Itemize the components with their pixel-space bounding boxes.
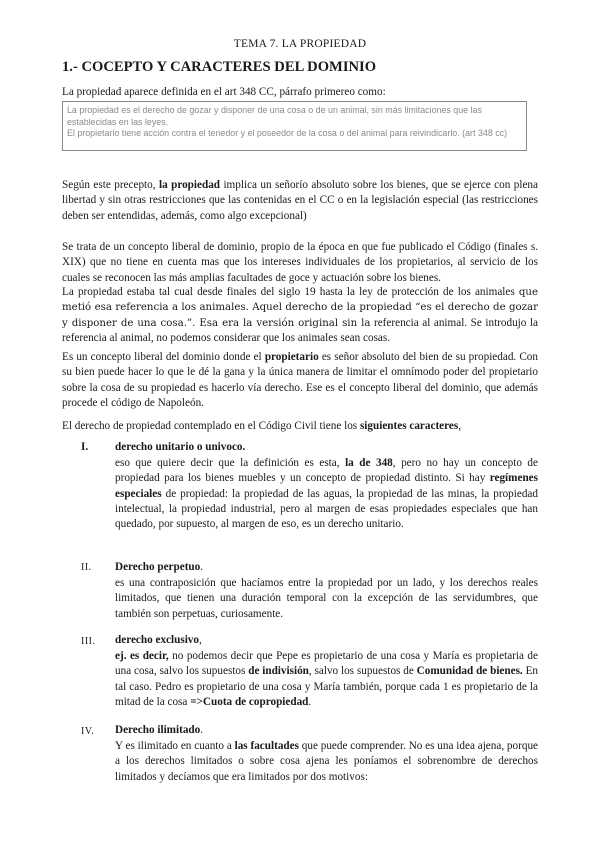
item-3-title: derecho exclusivo, [115, 634, 202, 646]
item-1-body: eso que quiere decir que la definición es esta, la de 348, pero no hay un concepto de propiedad para los bienes muebles y un concepto de propiedad distinto. Si hay regímenes especiales de propiedad: la propiedad de las aguas, la propiedad de las minas, la propiedad intelectual, la propiedad industrial, pero al margen de esas propiedades especiales que han quedado, por supuesto, al margen de eso, es un derecho unitario. [115, 457, 538, 531]
item-3-number: III. [81, 636, 96, 647]
item-4-number: IV. [81, 726, 95, 737]
item-2-title: Derecho perpetuo. [115, 561, 204, 573]
item-4-body: Y es ilimitado en cuanto a las facultades que puede comprender. No es una idea ajena, porque a los derechos limitados o sobre cosa ajena les poníamos el sobrenombre de derechos limitados y decíamos que era limitados por dos motivos: [115, 740, 538, 783]
quote-line-2: El propietario tiene acción contra el tenedor y el poseedor de la cosa o del animal para reivindicarlo. (art 348 cc) [67, 128, 508, 139]
item-2-body: es una contraposición que hacíamos entre la propiedad por un lado, y los derechos reales limitados, que tienen una duración temporal con la excepción de las servidumbres, que también son perpetuas, curiosamente. [115, 577, 538, 620]
paragraph-1: Según este precepto, la propiedad implica un señorío absoluto sobre los bienes, que se ejerce con plena libertad y sin otras restricciones que las contenidas en el CC o en la legislación especial (las restricciones deben ser entendidas, además, como algo excepcional) [62, 179, 538, 222]
item-1-number: I. [81, 441, 89, 453]
quote-line-1: La propiedad es el derecho de gozar y disponer de una cosa o de un animal, sin más limitaciones que las establecidas en las leyes. [67, 105, 482, 127]
paragraph-5: El derecho de propiedad contemplado en el Código Civil tiene los siguientes caracteres, [62, 420, 462, 432]
intro-text: La propiedad aparece definida en el art 348 CC, párrafo primereo como: [62, 86, 386, 98]
item-2-number: II. [81, 562, 92, 573]
article-quote-box [62, 101, 527, 151]
section-heading: 1.- COCEPTO Y CARACTERES DEL DOMINIO [62, 59, 377, 75]
paragraph-2: Se trata de un concepto liberal de dominio, propio de la época en que fue publicado el Código (finales s. XIX) que no tiene en cuenta mas que los intereses individuales de los propietarios, al servicio de los cuales se reconocen las más amplias facultades de goce y actuación sobre los bienes. [62, 241, 538, 284]
item-3-body: ej. es decir, no podemos decir que Pepe es propietario de una cosa y María es propietaria de una cosa, salvo los supuestos de indivisión, salvo los supuestos de Comunidad de bienes. En tal caso. Pedro es propietario de una cosa y María también, porque cada 1 es propietario de la mitad de la cosa =>Cuota de copropiedad. [115, 650, 539, 708]
paragraph-3: La propiedad estaba tal cual desde finales del siglo 19 hasta la ley de protección de los animales que metió esa referencia a los animales. Aquel derecho de la propiedad “es el derecho de gozar y disponer de una cosa.”. Esa era la versión original sin la referencia al animal. Se introdujo la referencia al animal, no podemos considerar que los animales sean cosas. [62, 286, 538, 344]
document-header: TEMA 7. LA PROPIEDAD [233, 38, 367, 50]
item-1-title: derecho unitario o univoco. [115, 441, 246, 453]
item-4-title: Derecho ilimitado. [115, 724, 204, 736]
paragraph-4: Es un concepto liberal del dominio donde el propietario es señor absoluto del bien de su propiedad. Con su bien puede hacer lo que le dé la gana y la única manera de limitar el omnímodo poder del propietario sobre la cosa de su propiedad es hacerlo vía derecho. Ese es el concepto liberal del dominio, que además procede el código de Napoleón. [62, 351, 538, 409]
